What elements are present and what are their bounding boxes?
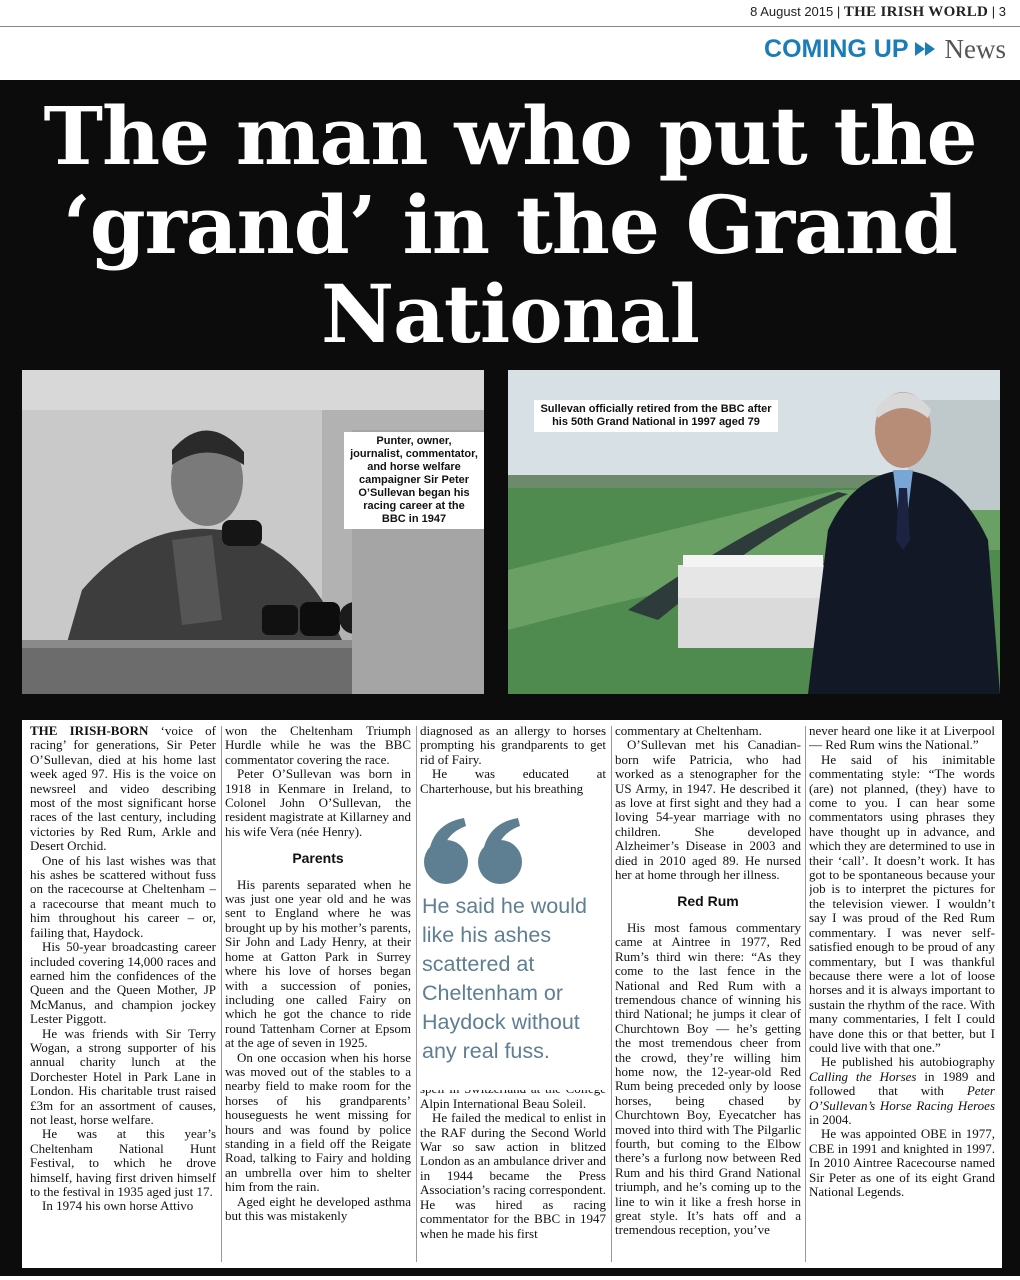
book-title: Calling the Horses: [809, 1068, 917, 1084]
article-paragraph: He was at this year’s Cheltenham National Hunt Festival, to which he drove himself, having first driven himself to the festival in 1935 aged just 17.: [30, 1126, 216, 1199]
article-paragraph: He published his autobiography Calling the Horses in 1989 and followed that with Peter O’Sullevan’s Horse Racing Heroes in 2004.: [809, 1054, 995, 1127]
article-paragraph: His 50-year broadcasting career included covering 14,000 races and earned him the confidences of the Queen and the Queen Mother, JP McManus, and champion jockey Lester Piggott.: [30, 939, 216, 1027]
article-paragraph: He was educated at Charterhouse, but his breathing: [420, 766, 606, 796]
column-divider: [805, 726, 806, 1262]
article-paragraph: He was appointed OBE in 1977, CBE in 1991 and knighted in 1997. In 2010 Aintree Racecourse named Sir Peter as one of its eight Grand National Legends.: [809, 1126, 995, 1199]
article-paragraph: On one occasion when his horse was moved out of the stables to a nearby field to make room for the horses of his grandparents’ houseguests he went missing for hours and was found by police standing in a field off the Reigate Road, talking to Fairy and holding an umbrella over him to shelter him from the rain.: [225, 1049, 411, 1195]
column-divider: [416, 726, 417, 1262]
article-paragraph: Aged eight he developed asthma but this was mistakenly: [225, 1193, 411, 1223]
article-paragraph: His parents separated when he was just one year old and he was sent to England where he was brought up by his mother’s parents, Sir John and Lady Henry, at their home at Gatton Park in Surrey where his love of horses began with a succession of ponies, including one called Fairy on which he got the chance to ride round Tattenham Corner at Epsom at the age of seven in 1925.: [225, 876, 411, 1051]
article-lead-in: THE IRISH-BORN: [30, 724, 149, 738]
article-paragraph: Peter O’Sullevan was born in 1918 in Kenmare in Ireland, to Colonel John O’Sullevan, the resident magistrate at Killarney and his wife Vera (née Henry).: [225, 766, 411, 839]
page-number: 3: [998, 4, 1006, 19]
publication-name: THE IRISH WORLD: [843, 4, 989, 20]
pull-quote-text: He said he would like his ashes scattered at Cheltenham or Haydock without any real fuss.: [422, 894, 587, 1063]
article-paragraph: He failed the medical to enlist in the RAF during the Second World War so saw action in blitzed London as an ambulance driver and in 1944 became the Press Association’s racing correspondent. He was hired as racing commentator for the BBC in 1947 when he made his first: [420, 1110, 606, 1241]
quote-mark-icon: [420, 812, 530, 892]
article-paragraph: He was friends with Sir Terry Wogan, a strong supporter of his annual charity lunch at the Dorchester Hotel in Park Lane in London. His charitable trust raised £3m for an assortment of causes, not least, horse welfare.: [30, 1025, 216, 1127]
subheading-red-rum: Red Rum: [677, 893, 739, 910]
book-title: Peter O’Sullevan’s Horse Racing Heroes: [809, 1083, 995, 1113]
article-column-4: [615, 724, 801, 1264]
photo-caption-2: Sullevan officially retired from the BBC after his 50th Grand National in 1997 aged 79: [534, 400, 778, 432]
article-paragraph: One of his last wishes was that his ashes be scattered without fuss on the racecourse at Cheltenham – a racecourse that meant much to him throughout his career – or, failing that, Haydock.: [30, 852, 216, 940]
article-paragraph: Alpin International Beau Soleil.: [420, 1095, 587, 1111]
pull-quote: [420, 820, 606, 1090]
issue-date: 8 August 2015: [750, 4, 834, 19]
header-divider: |: [836, 4, 844, 19]
article-column-1: [30, 724, 216, 1264]
article-paragraph: O’Sullevan met his Canadian-born wife Patricia, who had worked as a stenographer for the US Army, in 1947. He described it as love at first sight and they had a loving 54-year marriage with no children. She developed Alzheimer’s Disease in 2003 and died in 2010 aged 89. He nursed her at home through her illness.: [615, 737, 801, 883]
article-column-2: [225, 724, 411, 1264]
subheading-parents: Parents: [292, 850, 344, 867]
section-name: News: [944, 33, 1006, 64]
article-column-5: [809, 724, 995, 1264]
page-header-line: [750, 4, 1006, 21]
article-paragraph: His most famous commentary came at Aintree in 1977, Red Rum’s third win there: “As they come to the last fence in the National and Red Rum with a tremendous chance of winning his third National; he jumps it clear of Churchtown Boy — he’s getting the most tremendous cheer from the crowd, they’re willing him home now, the 12-year-old Red Rum being preceded only by loose horses, being chased by Churchtown Boy, Eyecatcher has moved into third with The Pilgarlic fourth, but coming to the Elbow there’s a furlong now between Red Rum and his third Grand National triumph, and he’s coming up to the line to win it like a fresh horse in great style. It’s hats off and a tremendous reception, you’ve: [615, 919, 801, 1238]
headline: The man who put the ‘grand’ in the Grand National: [43, 89, 977, 361]
coming-up-label: [764, 35, 934, 64]
photo-caption-1: Punter, owner, journalist, commentator, and horse welfare campaigner Sir Peter O’Sullevan began his racing career at the BBC in 1947: [344, 432, 484, 529]
photo-commentator-illustration: [22, 370, 484, 694]
photo-commentator-binoculars: [22, 370, 484, 694]
header-rule: [0, 26, 1020, 27]
double-arrow-icon: [915, 42, 935, 56]
coming-up-text: COMING UP: [764, 34, 909, 63]
photo-racecourse-portrait: [508, 370, 1000, 694]
article-paragraph: commentary at Cheltenham.: [615, 724, 762, 738]
article-paragraph: He said of his inimitable commentating style: “The words (are) not planned, (they) have to come to you. I can hear some commentators using phrases they have thought up in advance, and which they are determined to use in their ‘call’. It doesn’t work. It has got to be spontaneous because your job is to interpret the pictures for the television viewer. I wouldn’t say I was proud of the Red Rum commentary. I was never self-satisfied enough to be proud of any commentary, but I was thankful because there were a lot of loose horses and it is always important to sustain the rhythm of the race. With many commentaries, I felt I could have done this or that better, but I could live with that one.”: [809, 751, 995, 1055]
header-divider: |: [991, 4, 999, 19]
article-paragraph: never heard one like it at Liverpool — Red Rum wins the National.”: [809, 724, 995, 753]
article-paragraph: diagnosed as an allergy to horses prompting his grandparents to get rid of Fairy.: [420, 724, 606, 767]
article-paragraph: THE IRISH-BORN ‘voice of racing’ for generations, Sir Peter O’Sullevan, died at his home last week aged 97. His is the voice on newsreel and video describing most of the most significant horse races of the last century, including victories by Red Rum, Arkle and Desert Orchid.: [30, 724, 216, 854]
article-paragraph: In 1974 his own horse Attivo: [42, 1198, 194, 1214]
column-divider: [611, 726, 612, 1262]
article-body: [22, 720, 1002, 1268]
column-divider: [221, 726, 222, 1262]
section-header: [764, 32, 1006, 66]
article-paragraph: won the Cheltenham Triumph Hurdle while he was the BBC commentator covering the race.: [225, 724, 411, 767]
